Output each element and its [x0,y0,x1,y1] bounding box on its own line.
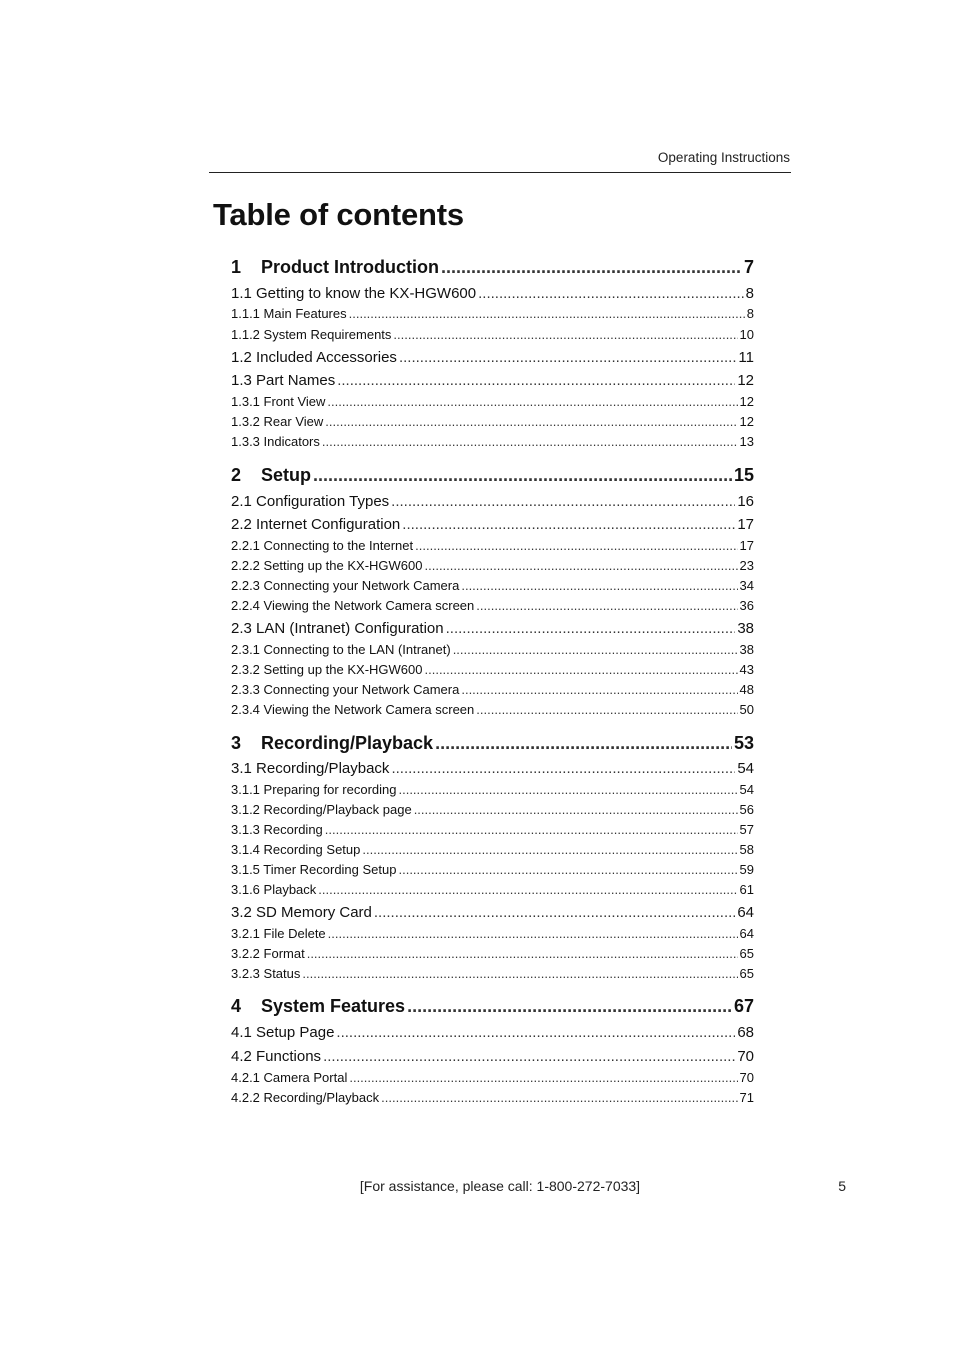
toc-entry-level-3[interactable] [231,578,754,593]
toc-entry-level-3[interactable] [231,642,754,657]
toc-entry-text: 2.2 Internet Configuration [231,516,401,533]
toc-entry-text: 1.1.1 Main Features [231,306,347,321]
toc-page-number: 67 [733,996,754,1016]
chapter-number: 1 [231,257,242,277]
toc-entry-title [231,465,313,486]
toc-page-number: 16 [737,493,754,510]
toc-entry-title [231,538,415,553]
toc-entry-level-3[interactable] [231,327,754,342]
toc-entry-text: 2.3.4 Viewing the Network Camera screen [231,702,475,717]
toc-entry-level-2[interactable] [231,285,754,302]
toc-entry-level-3[interactable] [231,822,754,837]
toc-page-number: 8 [745,285,754,302]
toc-entry-level-3[interactable] [231,598,754,613]
toc-entry-title [231,620,446,637]
toc-entry-text: 3.1.1 Preparing for recording [231,782,397,797]
toc-entry-level-3[interactable] [231,558,754,573]
toc-page-number: 12 [739,414,754,429]
toc-page-number: 11 [738,349,754,366]
toc-entry-level-3[interactable] [231,1090,754,1105]
dot-leader [441,257,742,278]
toc-entry-title [231,642,453,657]
toc-entry-text: 1.3.1 Front View [231,394,326,409]
toc-entry-text: 3.1 Recording/Playback [231,760,390,777]
toc-entry-text: 4.2.1 Camera Portal [231,1070,348,1085]
toc-entry-text: 1.3 Part Names [231,372,336,389]
toc-entry-level-3[interactable] [231,782,754,797]
toc-entry-text: 4.1 Setup Page [231,1024,335,1041]
toc-page-number: 54 [739,782,754,797]
toc-page-number: 65 [739,946,754,961]
toc-entry-text: 1.2 Included Accessories [231,349,397,366]
toc-entry-title [231,372,337,389]
toc-entry-title [231,760,391,777]
toc-entry-level-1[interactable] [231,733,754,754]
toc-page-number: 10 [739,327,754,342]
toc-entry-title [231,702,476,717]
toc-entry-title [231,733,435,754]
dot-leader [391,760,735,777]
toc-entry-text: 1.3.2 Rear View [231,414,324,429]
toc-entry-text: 3.1.2 Recording/Playback page [231,802,412,817]
toc-entry-text: 1.3.3 Indicators [231,434,320,449]
toc-page-number: 70 [739,1070,754,1085]
toc-entry-text: 3.1.6 Playback [231,882,317,897]
dot-leader [476,598,737,613]
toc-entry-text: 3.2.2 Format [231,946,305,961]
dot-leader [461,578,737,593]
dot-leader [327,394,737,409]
toc-page-number: 48 [739,682,754,697]
toc-entry-title [231,904,374,921]
toc-page-number: 38 [739,642,754,657]
toc-entry-level-2[interactable] [231,372,754,389]
dot-leader [325,414,737,429]
dot-leader [415,538,737,553]
toc-entry-level-3[interactable] [231,862,754,877]
toc-entry-level-3[interactable] [231,394,754,409]
toc-entry-text: 2.3.2 Setting up the KX-HGW600 [231,662,423,677]
toc-entry-text: 3.2.3 Status [231,966,301,981]
toc-entry-text: 3.1.3 Recording [231,822,323,837]
toc-page-number: 64 [739,926,754,941]
dot-leader [446,620,736,637]
toc-page-number: 12 [737,372,754,389]
toc-entry-level-3[interactable] [231,434,754,449]
toc-page-number: 56 [739,802,754,817]
toc-entry-title [231,1048,323,1065]
toc-entry-text: 1.1.2 System Requirements [231,327,392,342]
toc-entry-level-2[interactable] [231,1024,754,1041]
toc-entry-level-3[interactable] [231,882,754,897]
toc-entry-title [231,1024,336,1041]
toc-entry-text: 2.2.4 Viewing the Network Camera screen [231,598,475,613]
chapter-number: 4 [231,996,242,1016]
dot-leader [336,1024,735,1041]
toc-entry-title [231,558,425,573]
toc-entry-text: 4.2.2 Recording/Playback [231,1090,380,1105]
toc-entry-title [231,394,327,409]
toc-entry-title [231,349,399,366]
dot-leader [337,372,735,389]
toc-entry-level-3[interactable] [231,662,754,677]
toc-entry-title [231,946,307,961]
toc-entry-text: 2.3 LAN (Intranet) Configuration [231,620,444,637]
toc-entry-title [231,842,362,857]
dot-leader [402,516,735,533]
chapter-number: 3 [231,733,242,753]
dot-leader [398,862,737,877]
dot-leader [313,465,732,486]
footer-assistance: [For assistance, please call: 1-800-272-7033] [359,1178,641,1194]
dot-leader [349,1070,737,1085]
toc-entry-text: 2.1 Configuration Types [231,493,390,510]
toc-entry-level-2[interactable] [231,1048,754,1065]
toc-entry-level-3[interactable] [231,538,754,553]
toc-page-number: 64 [737,904,754,921]
dot-leader [328,926,738,941]
toc-entry-level-3[interactable] [231,802,754,817]
toc-page-number: 13 [739,434,754,449]
toc-entry-level-3[interactable] [231,414,754,429]
chapter-number: 2 [231,465,242,485]
toc-page-number: 58 [739,842,754,857]
toc-entry-level-3[interactable] [231,306,754,321]
toc-entry-title [231,434,322,449]
toc-page-number: 36 [739,598,754,613]
toc-entry-level-1[interactable] [231,257,754,278]
dot-leader [391,493,735,510]
dot-leader [381,1090,737,1105]
toc-entry-text: 3.1.4 Recording Setup [231,842,361,857]
page-number: 5 [838,1178,846,1194]
dot-leader [398,782,737,797]
toc-page-number: 59 [739,862,754,877]
dot-leader [414,802,738,817]
toc-page-number: 53 [733,733,754,753]
toc-entry-title [231,598,476,613]
dot-leader [349,306,745,321]
toc-page-number: 61 [739,882,754,897]
toc-entry-text: 3.2 SD Memory Card [231,904,372,921]
dot-leader [399,349,736,366]
dot-leader [453,642,738,657]
page-title: Table of contents [213,197,464,232]
toc-entry-title [231,414,325,429]
toc-page-number: 8 [746,306,754,321]
toc-entry-level-2[interactable] [231,493,754,510]
toc-entry-text: Product Introduction [261,257,439,277]
toc-entry-text: Recording/Playback [261,733,434,753]
toc-page-number: 71 [739,1090,754,1105]
toc-entry-title [231,822,325,837]
toc-entry-level-3[interactable] [231,842,754,857]
toc-page-number: 34 [739,578,754,593]
toc-page-number: 43 [739,662,754,677]
toc-entry-text: 1.1 Getting to know the KX-HGW600 [231,285,477,302]
toc-entry-level-2[interactable] [231,760,754,777]
dot-leader [362,842,737,857]
toc-page-number: 38 [737,620,754,637]
toc-entry-title [231,578,461,593]
dot-leader [461,682,737,697]
toc-page-number: 68 [737,1024,754,1041]
toc-entry-level-3[interactable] [231,946,754,961]
toc-page-number: 7 [743,257,754,277]
dot-leader [435,733,732,754]
toc-page-number: 70 [737,1048,754,1065]
toc-entry-level-2[interactable] [231,516,754,533]
toc-entry-title [231,782,398,797]
toc-page-number: 54 [737,760,754,777]
toc-entry-title [231,1070,349,1085]
toc-entry-level-3[interactable] [231,702,754,717]
dot-leader [325,822,738,837]
toc-entry-title [231,327,393,342]
toc-entry-title [231,802,414,817]
toc-page-number: 17 [739,538,754,553]
dot-leader [302,966,737,981]
toc-page-number: 23 [739,558,754,573]
toc-entry-title [231,1090,381,1105]
toc-entry-title [231,306,349,321]
toc-page-number: 65 [739,966,754,981]
dot-leader [307,946,738,961]
toc-entry-level-3[interactable] [231,926,754,941]
toc-entry-title [231,662,425,677]
dot-leader [318,882,737,897]
dot-leader [323,1048,735,1065]
toc-entry-title [231,882,318,897]
toc-entry-text: 4.2 Functions [231,1048,322,1065]
dot-leader [478,285,744,302]
toc-entry-level-2[interactable] [231,620,754,637]
toc-page-number: 12 [739,394,754,409]
toc-entry-level-3[interactable] [231,966,754,981]
toc-entry-text: 2.3.3 Connecting your Network Camera [231,682,460,697]
toc-entry-level-1[interactable] [231,465,754,486]
toc-entry-level-1[interactable] [231,996,754,1017]
dot-leader [393,327,737,342]
dot-leader [476,702,737,717]
toc-entry-text: 2.2.1 Connecting to the Internet [231,538,414,553]
toc-entry-title [231,493,391,510]
toc-entry-text: Setup [261,465,312,485]
toc-page-number: 57 [739,822,754,837]
dot-leader [374,904,735,921]
toc-page-number: 15 [733,465,754,485]
toc-entry-title [231,926,328,941]
dot-leader [407,996,732,1017]
running-header: Operating Instructions [657,150,790,165]
toc-entry-text: 3.1.5 Timer Recording Setup [231,862,397,877]
toc-entry-title [231,682,461,697]
toc-entry-level-2[interactable] [231,904,754,921]
toc-page-number: 50 [739,702,754,717]
table-of-contents [231,0,754,1200]
toc-entry-text: 2.2.2 Setting up the KX-HGW600 [231,558,423,573]
dot-leader [425,662,738,677]
toc-entry-title [231,966,302,981]
toc-entry-text: 2.3.1 Connecting to the LAN (Intranet) [231,642,451,657]
toc-entry-title [231,996,407,1017]
toc-entry-title [231,862,398,877]
toc-entry-level-3[interactable] [231,682,754,697]
toc-entry-text: System Features [261,996,406,1016]
toc-entry-title [231,257,441,278]
toc-entry-title [231,516,402,533]
toc-entry-title [231,285,478,302]
toc-entry-text: 3.2.1 File Delete [231,926,326,941]
toc-entry-text: 2.2.3 Connecting your Network Camera [231,578,460,593]
dot-leader [322,434,738,449]
toc-entry-level-3[interactable] [231,1070,754,1085]
dot-leader [425,558,738,573]
toc-entry-level-2[interactable] [231,349,754,366]
toc-page-number: 17 [737,516,754,533]
